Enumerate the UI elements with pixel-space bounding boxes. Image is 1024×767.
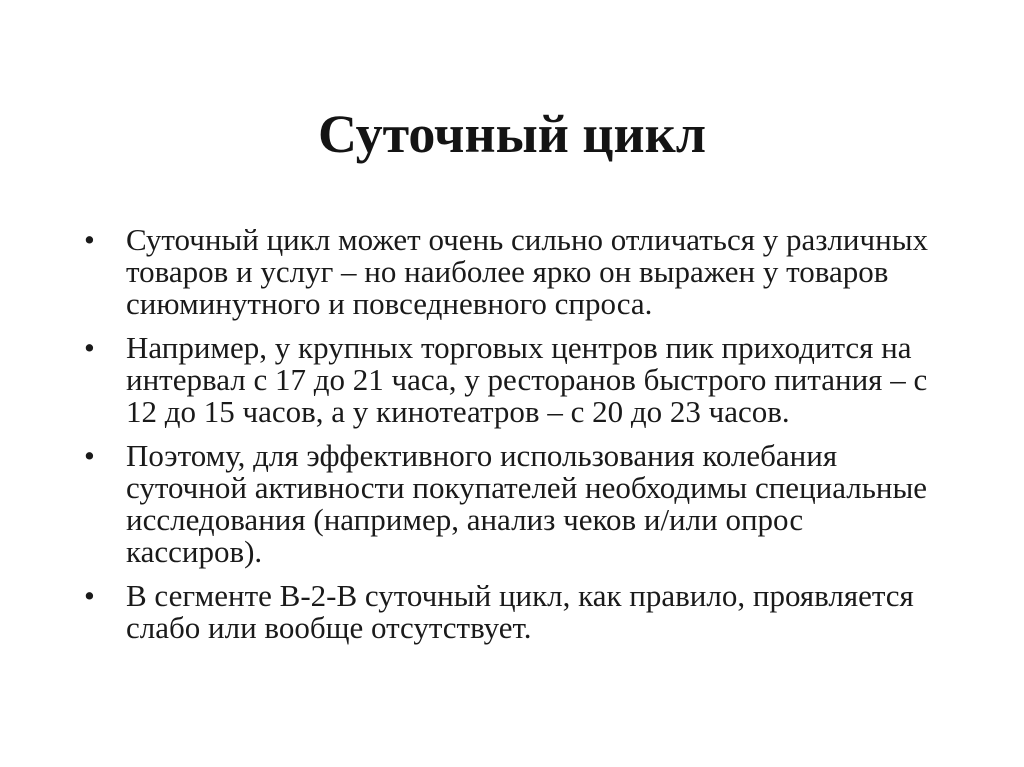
bullet-icon: • [84, 578, 95, 613]
bullet-item [84, 224, 944, 320]
slide-title: Суточный цикл [317, 104, 707, 164]
bullet-text: Суточный цикл может очень сильно отличаться у различных товаров и услуг – но наиболее ярко он выражен у товаров сиюминутного и повседневного спроса. [126, 222, 929, 321]
bullet-icon: • [84, 438, 95, 473]
bullet-list [84, 224, 944, 656]
bullet-icon: • [84, 330, 95, 365]
bullet-text: В сегменте В-2-В суточный цикл, как правило, проявляется слабо или вообще отсутствует. [126, 578, 914, 645]
bullet-text: Поэтому, для эффективного использования колебания суточной активности покупателей необходимы специальные исследования (например, анализ чеков и/или опрос кассиров). [126, 438, 928, 569]
bullet-item [84, 580, 944, 644]
bullet-item [84, 440, 944, 568]
bullet-text: Например, у крупных торговых центров пик приходится на интервал с 17 до 21 часа, у ресторанов быстрого питания – с 12 до 15 часов, а у кинотеатров – с 20 до 23 часов. [126, 330, 928, 429]
bullet-item [84, 332, 944, 428]
bullet-icon: • [84, 222, 95, 257]
